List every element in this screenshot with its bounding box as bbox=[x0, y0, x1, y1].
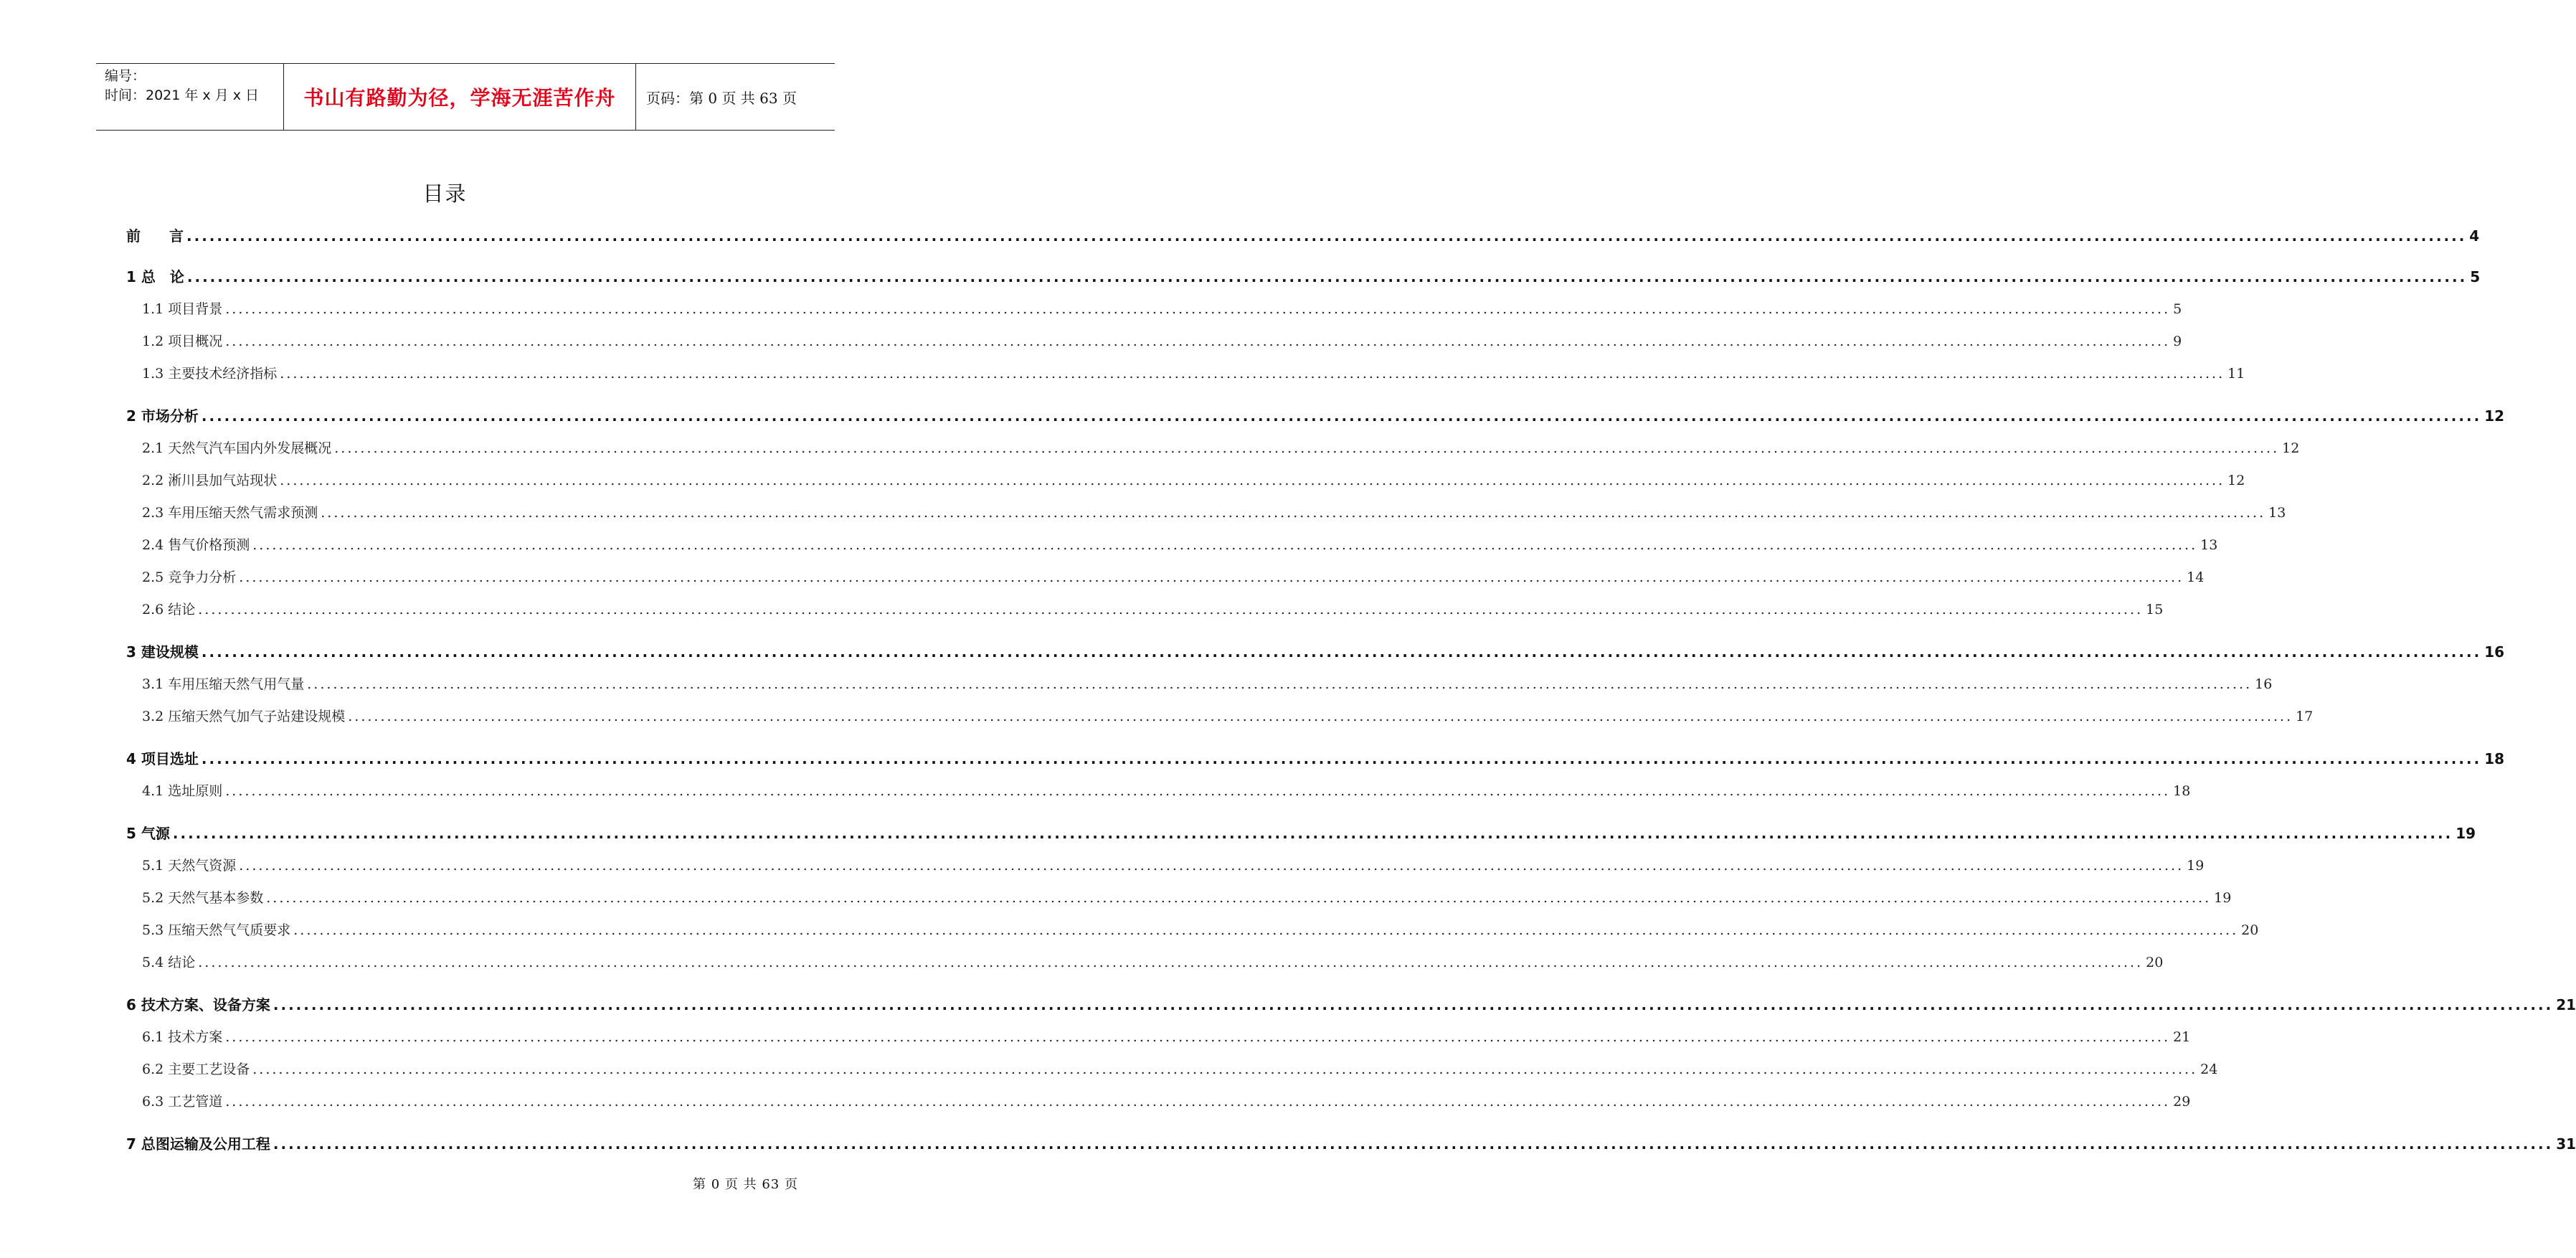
toc-leader-dots: ............................................................................................................................................................................................................................................................................................................ bbox=[334, 440, 2280, 456]
toc-entry[interactable] bbox=[126, 993, 2576, 1014]
toc-entry-page: 4 bbox=[2469, 227, 2480, 245]
toc-entry-page: 18 bbox=[2173, 783, 2191, 799]
toc-entry-page: 31 bbox=[2556, 1135, 2576, 1153]
toc-entry-title: 6 技术方案、设备方案 bbox=[126, 996, 270, 1013]
toc-entry[interactable] bbox=[126, 747, 2505, 768]
header-info-cell bbox=[96, 64, 284, 130]
toc-entry-page: 18 bbox=[2484, 750, 2505, 767]
toc-entry[interactable] bbox=[126, 405, 2505, 425]
toc-entry-title: 3 建设规模 bbox=[126, 643, 199, 661]
toc-entry-title: 1 总 论 bbox=[126, 268, 184, 285]
toc-entry-title: 3.1 车用压缩天然气用气量 bbox=[142, 676, 305, 692]
toc-entry[interactable] bbox=[142, 1059, 2218, 1078]
header-motto: 书山有路勤为径，学海无涯苦作舟 bbox=[284, 64, 636, 130]
toc-entry[interactable] bbox=[142, 706, 2314, 725]
toc-entry[interactable] bbox=[126, 265, 2481, 286]
toc-leader-dots: ............................................................................................................................................................................................................................................................................................................ bbox=[225, 334, 2171, 349]
toc-entry-page: 29 bbox=[2173, 1094, 2191, 1110]
toc-entry-title: 2.1 天然气汽车国内外发展概况 bbox=[142, 440, 332, 456]
toc-entry[interactable] bbox=[142, 1091, 2191, 1110]
toc-leader-dots: ............................................................................................................................................................................................................................................................................................................ bbox=[239, 858, 2184, 874]
toc-entry[interactable] bbox=[142, 470, 2245, 489]
toc-entry[interactable] bbox=[126, 640, 2505, 661]
toc-leader-dots: ............................................................................................................................................................................................................................................................................................................ bbox=[280, 473, 2225, 488]
toc-leader-dots: ............................................................................................................................................................................................................................................................................................................ bbox=[280, 366, 2225, 382]
toc-entry-title: 1.1 项目背景 bbox=[142, 301, 223, 317]
toc-entry-title: 2.3 车用压缩天然气需求预测 bbox=[142, 505, 318, 521]
toc-entry-page: 20 bbox=[2146, 955, 2164, 970]
toc-entry-title: 6.1 技术方案 bbox=[142, 1029, 223, 1045]
toc-leader-dots: ............................................................................................................................................................................................................................................................................................................ bbox=[201, 407, 2482, 425]
toc-entry-page: 12 bbox=[2227, 473, 2245, 488]
toc-entry-page: 19 bbox=[2214, 890, 2232, 906]
page-footer: 第 0 页 共 63 页 bbox=[693, 1177, 798, 1192]
toc-entry[interactable] bbox=[142, 919, 2259, 939]
document-header bbox=[96, 63, 835, 131]
toc-entry[interactable] bbox=[126, 224, 2480, 245]
toc-entry[interactable] bbox=[142, 331, 2182, 350]
toc-leader-dots: ............................................................................................................................................................................................................................................................................................................ bbox=[225, 301, 2171, 317]
toc-leader-dots: ............................................................................................................................................................................................................................................................................................................ bbox=[201, 750, 2482, 767]
toc-entry-title: 6.2 主要工艺设备 bbox=[142, 1061, 250, 1077]
toc-entry[interactable] bbox=[142, 502, 2286, 521]
toc-leader-dots: ............................................................................................................................................................................................................................................................................................................ bbox=[252, 1061, 2198, 1077]
toc-entry-title: 5.1 天然气资源 bbox=[142, 858, 237, 874]
toc-entry-page: 5 bbox=[2173, 301, 2182, 317]
toc-entry-title: 3.2 压缩天然气加气子站建设规模 bbox=[142, 709, 346, 724]
header-page-label: 页码：第 0 页 共 63 页 bbox=[646, 89, 797, 107]
toc-entry[interactable] bbox=[142, 363, 2245, 382]
toc-entry[interactable] bbox=[142, 438, 2300, 457]
toc-leader-dots: ............................................................................................................................................................................................................................................................................................................ bbox=[273, 1135, 2554, 1153]
toc-entry-page: 19 bbox=[2456, 825, 2476, 842]
toc-entry[interactable] bbox=[126, 1132, 2576, 1153]
document-date-label: 时间：2021 年 x 月 x 日 bbox=[105, 88, 260, 103]
toc-entry-page: 5 bbox=[2470, 268, 2481, 285]
toc-entry-title: 6.3 工艺管道 bbox=[142, 1094, 223, 1110]
toc-leader-dots: ............................................................................................................................................................................................................................................................................................................ bbox=[225, 1094, 2171, 1110]
toc-leader-dots: ............................................................................................................................................................................................................................................................................................................ bbox=[186, 227, 2467, 245]
toc-entry-page: 9 bbox=[2173, 334, 2182, 349]
toc-leader-dots: ............................................................................................................................................................................................................................................................................................................ bbox=[273, 996, 2554, 1013]
toc-entry-page: 16 bbox=[2484, 643, 2505, 661]
toc-entry-title: 2.5 竞争力分析 bbox=[142, 569, 237, 585]
toc-entry-page: 19 bbox=[2187, 858, 2205, 874]
toc-leader-dots: ............................................................................................................................................................................................................................................................................................................ bbox=[201, 643, 2482, 661]
toc-leader-dots: ............................................................................................................................................................................................................................................................................................................ bbox=[198, 602, 2144, 618]
toc-entry-page: 20 bbox=[2241, 922, 2259, 938]
toc-entry-title: 2.6 结论 bbox=[142, 602, 196, 618]
toc-entry-page: 24 bbox=[2200, 1061, 2218, 1077]
toc-entry[interactable] bbox=[126, 822, 2476, 843]
toc-entry-page: 14 bbox=[2187, 569, 2205, 585]
toc-leader-dots: ............................................................................................................................................................................................................................................................................................................ bbox=[321, 505, 2266, 521]
toc-entry-title: 5.4 结论 bbox=[142, 955, 196, 970]
toc-entry[interactable] bbox=[142, 599, 2164, 618]
toc-leader-dots: ............................................................................................................................................................................................................................................................................................................ bbox=[239, 569, 2184, 585]
document-number-label: 编号： bbox=[105, 68, 146, 84]
toc-leader-dots: ............................................................................................................................................................................................................................................................................................................ bbox=[266, 890, 2212, 906]
toc-entry-page: 13 bbox=[2268, 505, 2286, 521]
toc-entry-title: 4 项目选址 bbox=[126, 750, 199, 767]
toc-entry-page: 12 bbox=[2484, 407, 2505, 425]
toc-entry-title: 5 气源 bbox=[126, 825, 170, 842]
toc-leader-dots: ............................................................................................................................................................................................................................................................................................................ bbox=[225, 1029, 2171, 1045]
toc-entry-page: 13 bbox=[2200, 537, 2218, 553]
toc-leader-dots: ............................................................................................................................................................................................................................................................................................................ bbox=[293, 922, 2239, 938]
toc-entry-title: 1.2 项目概况 bbox=[142, 334, 223, 349]
toc-entry-page: 12 bbox=[2282, 440, 2300, 456]
toc-entry[interactable] bbox=[142, 952, 2164, 971]
toc-entry[interactable] bbox=[142, 567, 2205, 586]
toc-leader-dots: ............................................................................................................................................................................................................................................................................................................ bbox=[252, 537, 2198, 553]
toc-entry-page: 11 bbox=[2227, 366, 2245, 382]
toc-entry[interactable] bbox=[142, 855, 2205, 874]
toc-entry[interactable] bbox=[142, 1026, 2191, 1046]
toc-entry-title: 前 言 bbox=[126, 227, 184, 245]
toc-entry[interactable] bbox=[142, 673, 2273, 693]
toc-entry-title: 5.3 压缩天然气气质要求 bbox=[142, 922, 291, 938]
toc-entry-page: 16 bbox=[2255, 676, 2273, 692]
toc-entry-title: 1.3 主要技术经济指标 bbox=[142, 366, 278, 382]
toc-entry-page: 15 bbox=[2146, 602, 2164, 618]
toc-leader-dots: ............................................................................................................................................................................................................................................................................................................ bbox=[186, 268, 2468, 285]
toc-leader-dots: ............................................................................................................................................................................................................................................................................................................ bbox=[198, 955, 2144, 970]
toc-entry-title: 2.2 淅川县加气站现状 bbox=[142, 473, 278, 488]
toc-entry-page: 21 bbox=[2556, 996, 2576, 1013]
page-title: 目录 bbox=[422, 181, 468, 206]
toc-entry[interactable] bbox=[142, 780, 2191, 800]
toc-leader-dots: ............................................................................................................................................................................................................................................................................................................ bbox=[172, 825, 2453, 842]
toc-leader-dots: ............................................................................................................................................................................................................................................................................................................ bbox=[348, 709, 2293, 724]
toc-entry[interactable] bbox=[142, 887, 2232, 907]
toc-entry[interactable] bbox=[142, 534, 2218, 554]
toc-entry[interactable] bbox=[142, 298, 2182, 318]
toc-leader-dots: ............................................................................................................................................................................................................................................................................................................ bbox=[225, 783, 2171, 799]
toc-entry-title: 7 总图运输及公用工程 bbox=[126, 1135, 270, 1153]
toc-entry-page: 17 bbox=[2296, 709, 2314, 724]
toc-entry-page: 21 bbox=[2173, 1029, 2191, 1045]
toc-entry-title: 2 市场分析 bbox=[126, 407, 199, 425]
toc-entry-title: 5.2 天然气基本参数 bbox=[142, 890, 264, 906]
toc-entry-title: 4.1 选址原则 bbox=[142, 783, 223, 799]
toc-leader-dots: ............................................................................................................................................................................................................................................................................................................ bbox=[307, 676, 2253, 692]
toc-entry-title: 2.4 售气价格预测 bbox=[142, 537, 250, 553]
